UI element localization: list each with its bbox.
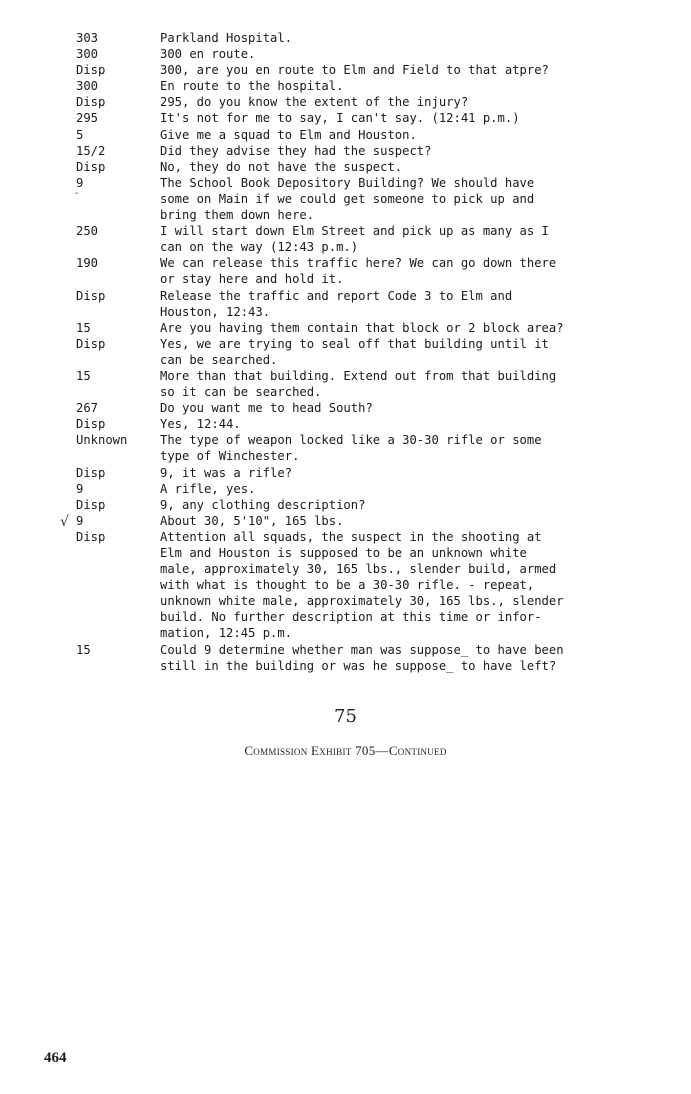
message-line: some on Main if we could get someone to pick up and [160, 191, 535, 206]
transcript-entry [0, 513, 691, 529]
message-text [160, 223, 640, 255]
message-line: Do you want me to head South? [160, 401, 373, 416]
message-line: Did they advise they had the suspect? [160, 143, 432, 158]
speaker-label: Disp [76, 417, 106, 432]
message-text [160, 320, 640, 336]
transcript-entry [0, 46, 691, 62]
speaker-label: Disp [76, 529, 106, 544]
message-text [160, 127, 640, 143]
message-line: About 30, 5'10", 165 lbs. [160, 513, 344, 528]
message-text [160, 336, 640, 368]
speaker-label: Disp [76, 159, 106, 174]
message-text [160, 110, 640, 126]
message-line: still in the building or was he suppose_ to have left? [160, 658, 557, 673]
transcript-entry [0, 255, 691, 287]
message-line: A rifle, yes. [160, 481, 256, 496]
speaker-label: 300 [76, 47, 99, 62]
message-text [160, 30, 640, 46]
speaker-label: Disp [76, 497, 106, 512]
message-line: The School Book Depository Building? We should have [160, 175, 535, 190]
speaker-label: 267 [76, 401, 99, 416]
speaker-label: 300 [76, 79, 99, 94]
transcript-entry [0, 529, 691, 642]
transcript-entry [0, 465, 691, 481]
message-line: unknown white male, approximately 30, 165 lbs., slender [160, 594, 564, 609]
message-line: Could 9 determine whether man was suppose_ to have been [160, 642, 564, 657]
speaker-label: 5 [76, 127, 84, 142]
transcript-entry [0, 30, 691, 46]
message-line: Are you having them contain that block or 2 block area? [160, 320, 564, 335]
margin-dash-mark: - [75, 188, 79, 199]
message-text [160, 46, 640, 62]
speaker-label: 9 [76, 175, 84, 190]
message-line: or stay here and hold it. [160, 272, 344, 287]
speaker-label: Disp [76, 465, 106, 480]
transcript-entry [0, 159, 691, 175]
transcript-entry [0, 110, 691, 126]
message-text [160, 368, 640, 400]
message-line: More than that building. Extend out from that building [160, 368, 557, 383]
message-line: 9, it was a rifle? [160, 465, 293, 480]
message-line: 300, are you en route to Elm and Field to that atpre? [160, 63, 549, 78]
message-text [160, 175, 640, 223]
message-text [160, 416, 640, 432]
speaker-label: 295 [76, 111, 99, 126]
message-text [160, 78, 640, 94]
message-line: 300 en route. [160, 47, 256, 62]
message-line: 295, do you know the extent of the injury? [160, 95, 469, 110]
message-line: No, they do not have the suspect. [160, 159, 403, 174]
message-text [160, 432, 640, 464]
transcript-entry [0, 62, 691, 78]
transcript-entry [0, 481, 691, 497]
speaker-label: 250 [76, 224, 99, 239]
message-line: We can release this traffic here? We can go down there [160, 256, 557, 271]
message-line: Yes, we are trying to seal off that building until it [160, 336, 549, 351]
message-text [160, 642, 640, 674]
speaker-label: Disp [76, 63, 106, 78]
message-line: with what is thought to be a 30-30 rifle. - repeat, [160, 578, 535, 593]
transcript-entry [0, 400, 691, 416]
message-line: can be searched. [160, 352, 278, 367]
speaker-label: 9 [76, 513, 84, 528]
message-text [160, 143, 640, 159]
message-line: En route to the hospital. [160, 79, 344, 94]
transcript-entry [0, 336, 691, 368]
transcript-entry [0, 127, 691, 143]
message-line: It's not for me to say, I can't say. (12:41 p.m.) [160, 111, 520, 126]
message-text [160, 255, 640, 287]
message-line: can on the way (12:43 p.m.) [160, 240, 359, 255]
transcript-entry [0, 497, 691, 513]
message-line: type of Winchester. [160, 449, 300, 464]
radio-transcript [0, 30, 691, 674]
message-text [160, 159, 640, 175]
message-line: Houston, 12:43. [160, 304, 271, 319]
transcript-entry [0, 416, 691, 432]
transcript-entry [0, 78, 691, 94]
speaker-label: Disp [76, 288, 106, 303]
folio-number: 464 [44, 1050, 67, 1066]
message-line: I will start down Elm Street and pick up as many as I [160, 224, 549, 239]
message-line: Yes, 12:44. [160, 417, 241, 432]
message-line: The type of weapon locked like a 30-30 rifle or some [160, 433, 542, 448]
message-line: Parkland Hospital. [160, 31, 293, 45]
message-line: Elm and Houston is supposed to be an unknown white [160, 546, 527, 560]
speaker-label: Unknown [76, 433, 128, 448]
message-line: 9, any clothing description? [160, 497, 366, 512]
message-text [160, 513, 640, 529]
message-text [160, 94, 640, 110]
transcript-entry [0, 143, 691, 159]
message-text [160, 529, 640, 642]
speaker-label: Disp [76, 336, 106, 351]
transcript-entry [0, 368, 691, 400]
transcript-entry [0, 320, 691, 336]
transcript-entry [0, 288, 691, 320]
message-line: male, approximately 30, 165 lbs., slender build, armed [160, 562, 557, 577]
speaker-label: 15 [76, 320, 91, 335]
page-number: 75 [334, 706, 357, 727]
transcript-entry [0, 432, 691, 464]
message-line: build. No further description at this time or infor- [160, 610, 542, 625]
speaker-label: 303 [76, 31, 99, 45]
speaker-label: 15 [76, 642, 91, 657]
message-line: so it can be searched. [160, 385, 322, 400]
message-text [160, 497, 640, 513]
exhibit-caption: Commission Exhibit 705—Continued [244, 743, 447, 758]
speaker-label: 9 [76, 481, 84, 496]
transcript-entry [0, 175, 691, 223]
transcript-entry [0, 642, 691, 674]
handwritten-check-mark: √ [60, 514, 69, 530]
message-line: Release the traffic and report Code 3 to Elm and [160, 288, 513, 303]
speaker-label: 15 [76, 368, 91, 383]
message-line: bring them down here. [160, 208, 315, 223]
message-text [160, 481, 640, 497]
message-text [160, 288, 640, 320]
message-line: mation, 12:45 p.m. [160, 626, 293, 641]
transcript-entry [0, 223, 691, 255]
message-line: Attention all squads, the suspect in the shooting at [160, 529, 542, 544]
speaker-label: Disp [76, 95, 106, 110]
speaker-label: 15/2 [76, 143, 106, 158]
message-text [160, 465, 640, 481]
message-text [160, 62, 640, 78]
speaker-label: 190 [76, 256, 99, 271]
message-text [160, 400, 640, 416]
message-line: Give me a squad to Elm and Houston. [160, 127, 417, 142]
transcript-entry [0, 94, 691, 110]
